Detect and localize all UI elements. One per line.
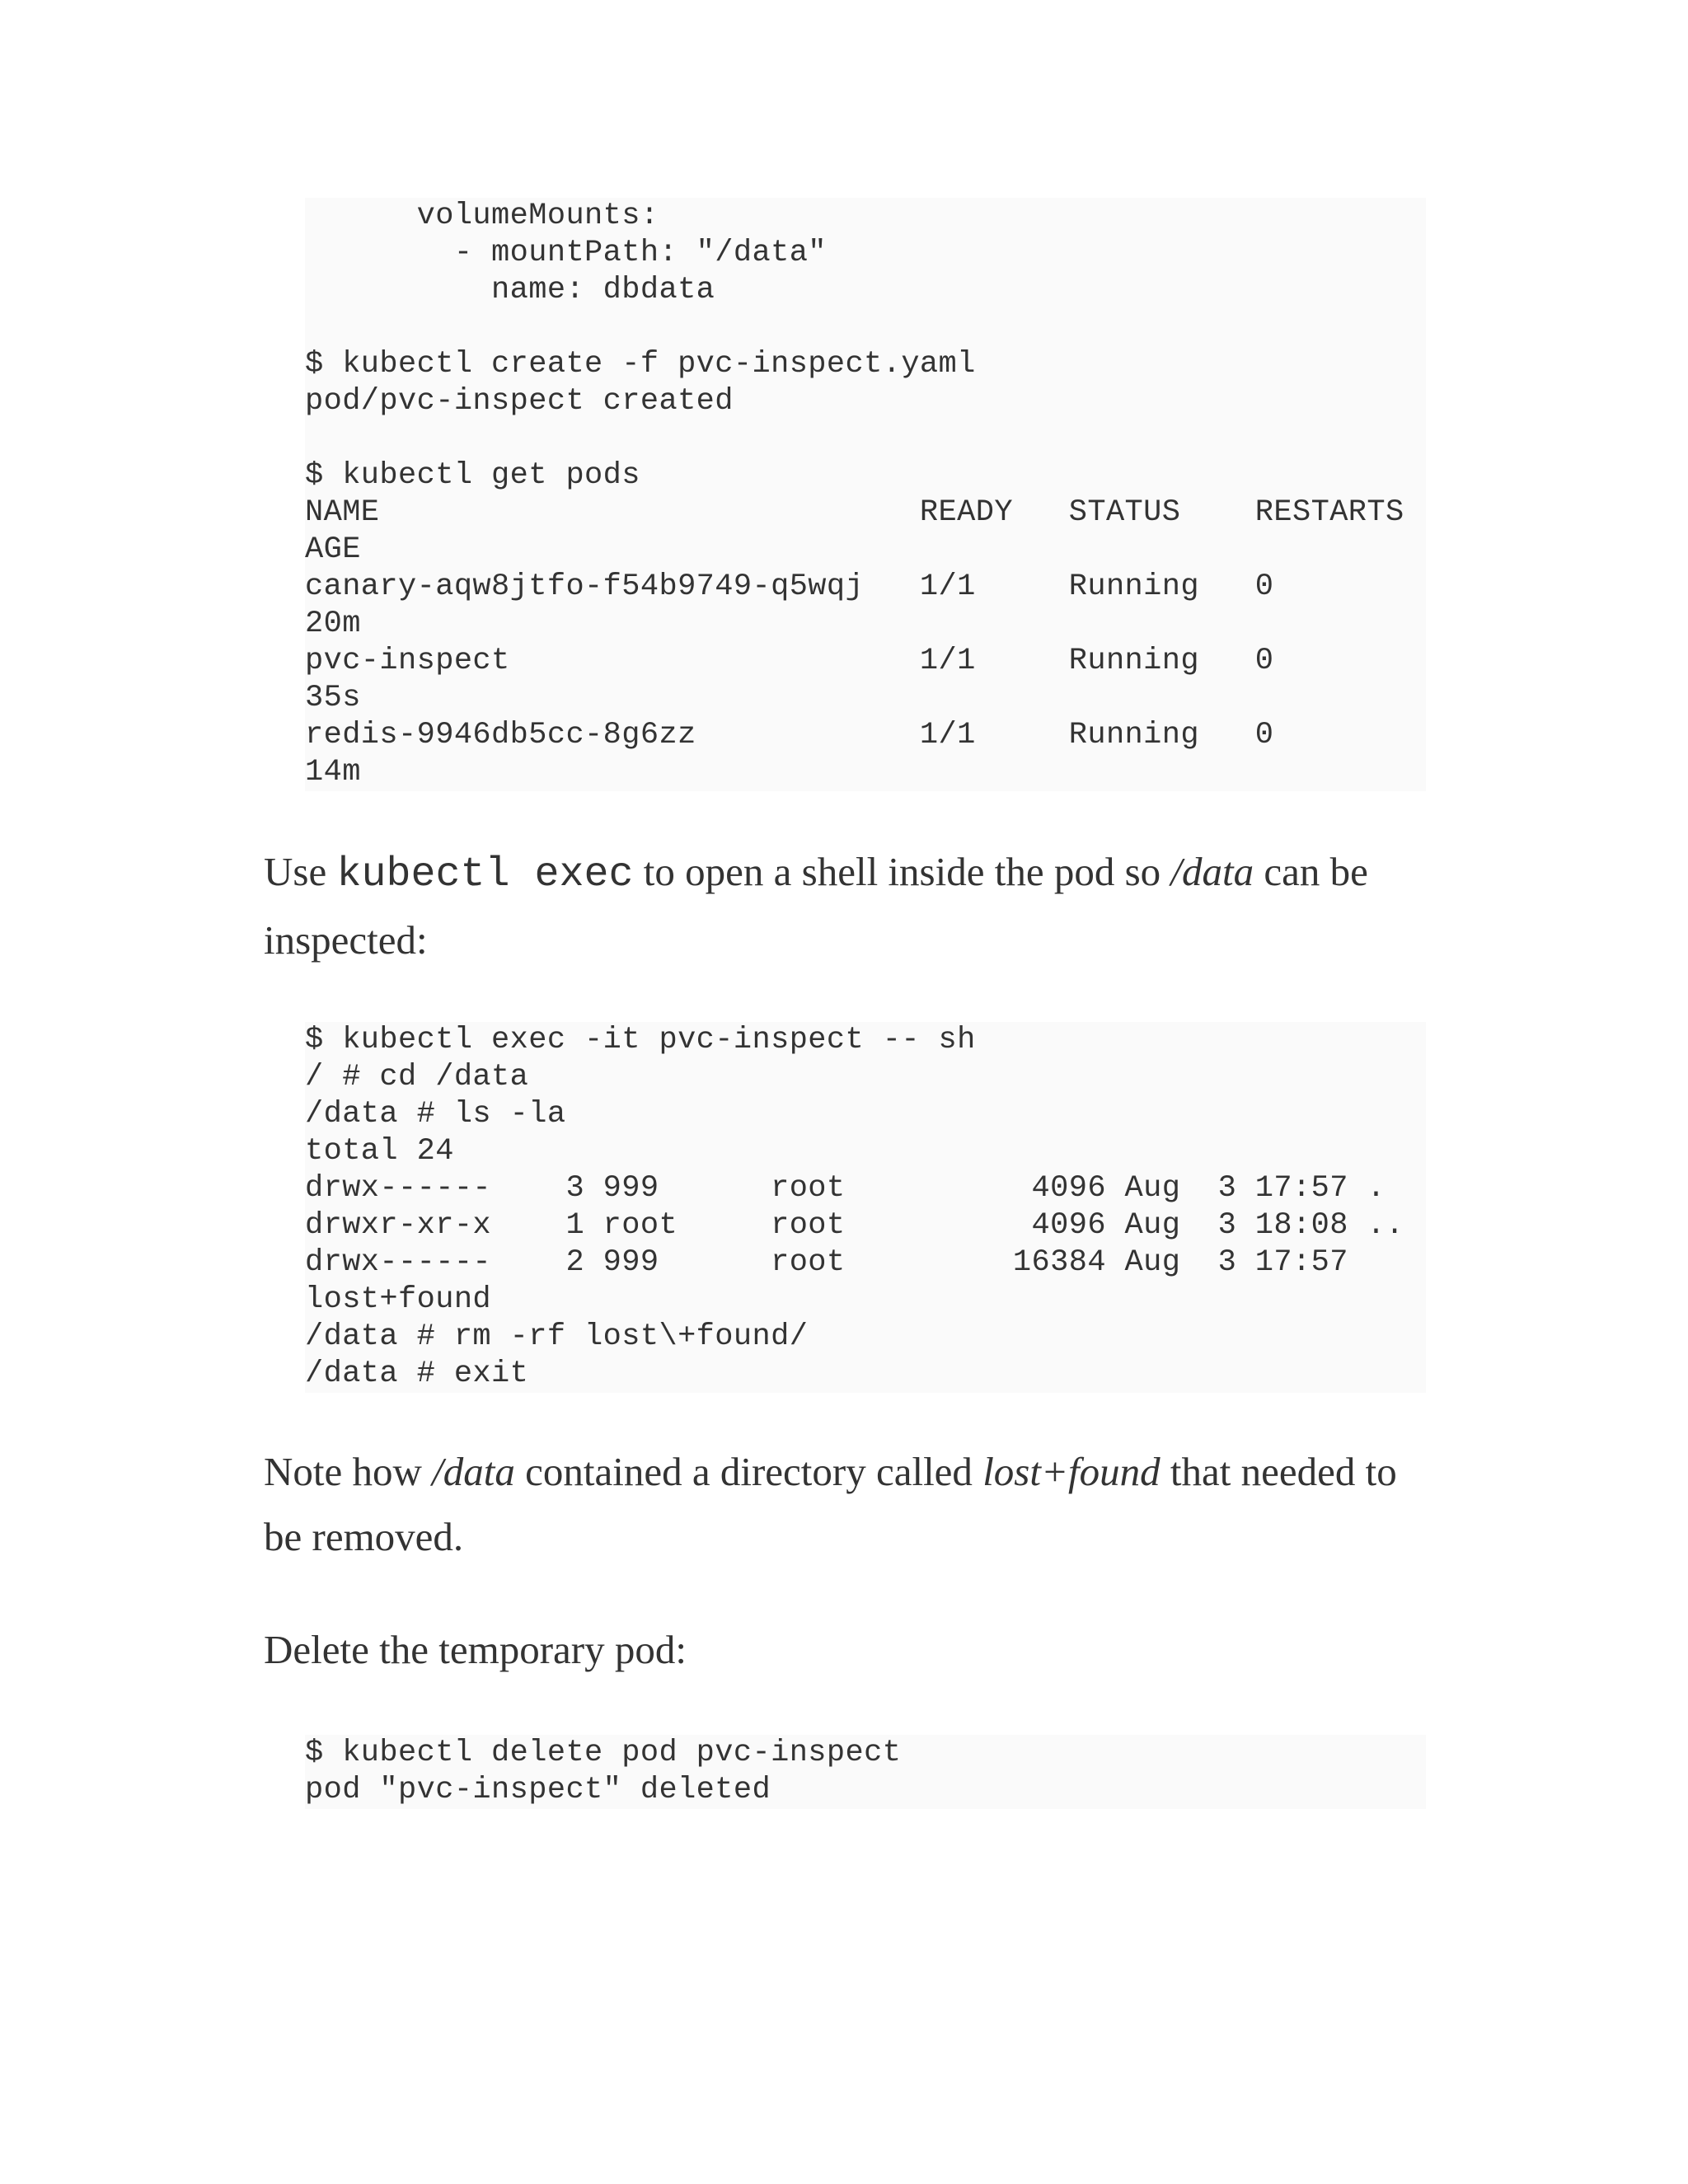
- code-line: $ kubectl create -f pvc-inspect.yaml: [305, 347, 976, 382]
- text: that needed to be removed.: [264, 1449, 1397, 1559]
- code-line: [305, 309, 1426, 346]
- code-line: drwx------ 3 999 root 4096 Aug 3 17:57 .: [305, 1171, 1386, 1206]
- code-line: pvc-inspect 1/1 Running 0: [305, 644, 1274, 678]
- code-line: pod "pvc-inspect" deleted: [305, 1773, 771, 1807]
- code-line: $ kubectl exec -it pvc-inspect -- sh: [305, 1023, 976, 1057]
- code-line: 14m: [305, 755, 361, 790]
- code-line: total 24: [305, 1134, 454, 1169]
- code-line: lost+found: [305, 1282, 492, 1317]
- code-line: [305, 420, 1426, 457]
- text: Note how: [264, 1449, 433, 1494]
- code-line: NAME READY STATUS RESTARTS: [305, 495, 1404, 530]
- emphasis: /data: [1170, 849, 1254, 894]
- code-line: AGE: [305, 532, 361, 567]
- code-line: $ kubectl get pods: [305, 458, 640, 493]
- code-block-pvc-inspect-create: [305, 198, 1426, 791]
- paragraph-delete-pod: Delete the temporary pod:: [264, 1627, 687, 1672]
- code-line: drwxr-xr-x 1 root root 4096 Aug 3 18:08 ..: [305, 1208, 1404, 1243]
- code-line: pod/pvc-inspect created: [305, 384, 734, 419]
- code-block-shell-session: [305, 1022, 1426, 1393]
- code-line: /data # rm -rf lost\+found/: [305, 1319, 809, 1354]
- code-line: drwx------ 2 999 root 16384 Aug 3 17:57: [305, 1245, 1348, 1280]
- paragraph-lost-found-note: [264, 1439, 1426, 1569]
- code-line: /data # exit: [305, 1357, 529, 1391]
- paragraph-kubectl-exec: [264, 839, 1426, 972]
- text: Use: [264, 849, 337, 894]
- code-line: $ kubectl delete pod pvc-inspect: [305, 1736, 902, 1770]
- code-block-delete-pod: [305, 1735, 1426, 1809]
- emphasis: /data: [432, 1449, 515, 1494]
- code-line: redis-9946db5cc-8g6zz 1/1 Running 0: [305, 718, 1274, 752]
- code-line: / # cd /data: [305, 1060, 529, 1094]
- code-line: 20m: [305, 607, 361, 641]
- code-line: canary-aqw8jtfo-f54b9749-q5wqj 1/1 Running 0: [305, 569, 1274, 604]
- code-line: volumeMounts:: [305, 199, 659, 233]
- text: can be inspected:: [264, 849, 1368, 963]
- code-line: 35s: [305, 681, 361, 715]
- code-line: name: dbdata: [305, 273, 715, 307]
- code-line: - mountPath: "/data": [305, 236, 827, 270]
- code-line: /data # ls -la: [305, 1097, 566, 1132]
- text: contained a directory called: [514, 1449, 983, 1494]
- inline-code: kubectl exec: [336, 851, 634, 898]
- text: to open a shell inside the pod so: [633, 849, 1171, 894]
- emphasis: lost+found: [982, 1449, 1160, 1494]
